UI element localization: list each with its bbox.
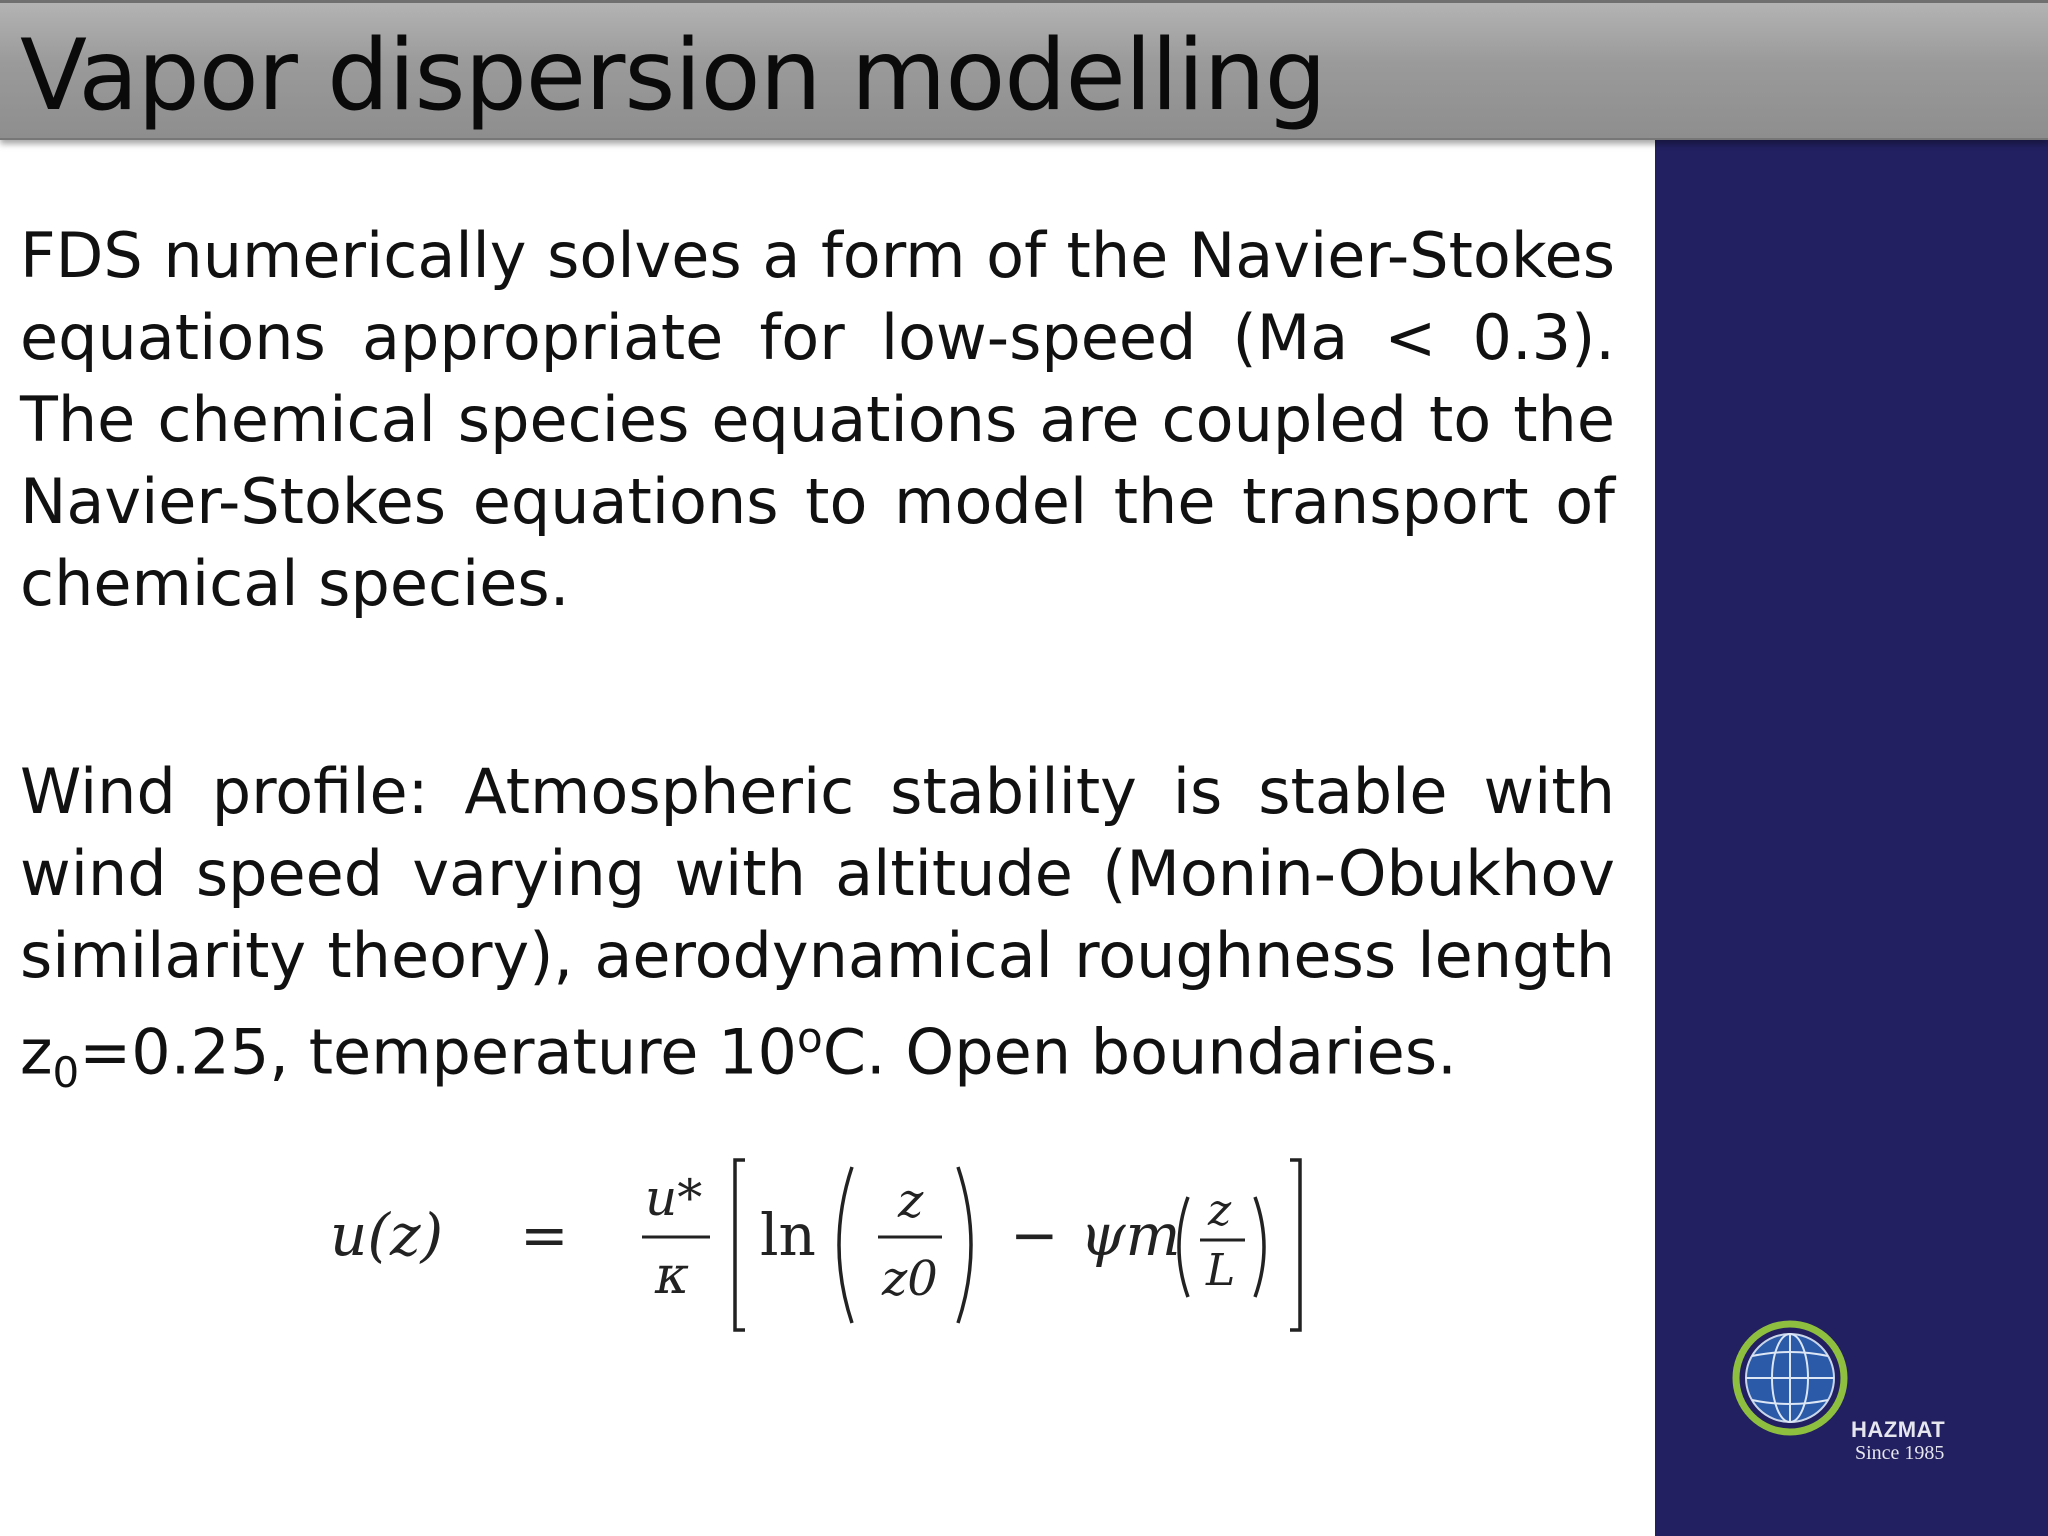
left-paren-1 bbox=[839, 1167, 852, 1323]
paragraph-fds: FDS numerically solves a form of the Navier-Stokes equations appropriate for low-speed (Ma < 0.3). The chemical species equations are coupled to the Navier-Stokes equations to model the transport of chemical species. bbox=[20, 219, 1615, 620]
slide-content bbox=[20, 215, 1615, 1114]
logo-text bbox=[1851, 1418, 1945, 1464]
ratio1-numerator: z bbox=[898, 1173, 924, 1229]
right-paren-2 bbox=[1255, 1197, 1264, 1297]
left-bracket bbox=[735, 1160, 745, 1330]
right-bracket bbox=[1290, 1160, 1300, 1330]
slide-title: Vapor dispersion modelling bbox=[20, 19, 1326, 133]
right-paren-1 bbox=[958, 1167, 971, 1323]
formula-minus: − bbox=[1010, 1201, 1059, 1269]
logo-name: HAZMAT bbox=[1851, 1417, 1946, 1442]
wind-profile-formula bbox=[330, 1155, 1350, 1335]
formula-lhs: u(z) bbox=[330, 1201, 444, 1269]
logo-since: Since 1985 bbox=[1855, 1442, 1945, 1464]
paragraph-wind-profile bbox=[20, 751, 1615, 1114]
formula-denominator: κ bbox=[655, 1246, 690, 1306]
wind-text-3: C. Open boundaries. bbox=[822, 1015, 1457, 1089]
degree-superscript: o bbox=[797, 1013, 823, 1062]
formula-ln: ln bbox=[760, 1201, 816, 1269]
ratio1-denominator: z0 bbox=[882, 1251, 938, 1307]
subscript-zero: 0 bbox=[52, 1048, 80, 1098]
ratio2-denominator: L bbox=[1206, 1245, 1236, 1296]
formula-svg bbox=[330, 1155, 1350, 1335]
formula-numerator: u* bbox=[645, 1169, 703, 1227]
title-bar bbox=[0, 0, 2048, 140]
formula-psi: ψm bbox=[1080, 1201, 1181, 1269]
wind-text-2: =0.25, temperature 10 bbox=[79, 1015, 798, 1089]
wind-text-1: Wind profile: Atmospheric stability is stable with wind speed varying with altitude (Monin-Obukhov similarity theory), aerodynamical roughness length z bbox=[20, 755, 1615, 1089]
ratio2-numerator: z bbox=[1208, 1185, 1232, 1236]
formula-equals: = bbox=[520, 1201, 569, 1269]
